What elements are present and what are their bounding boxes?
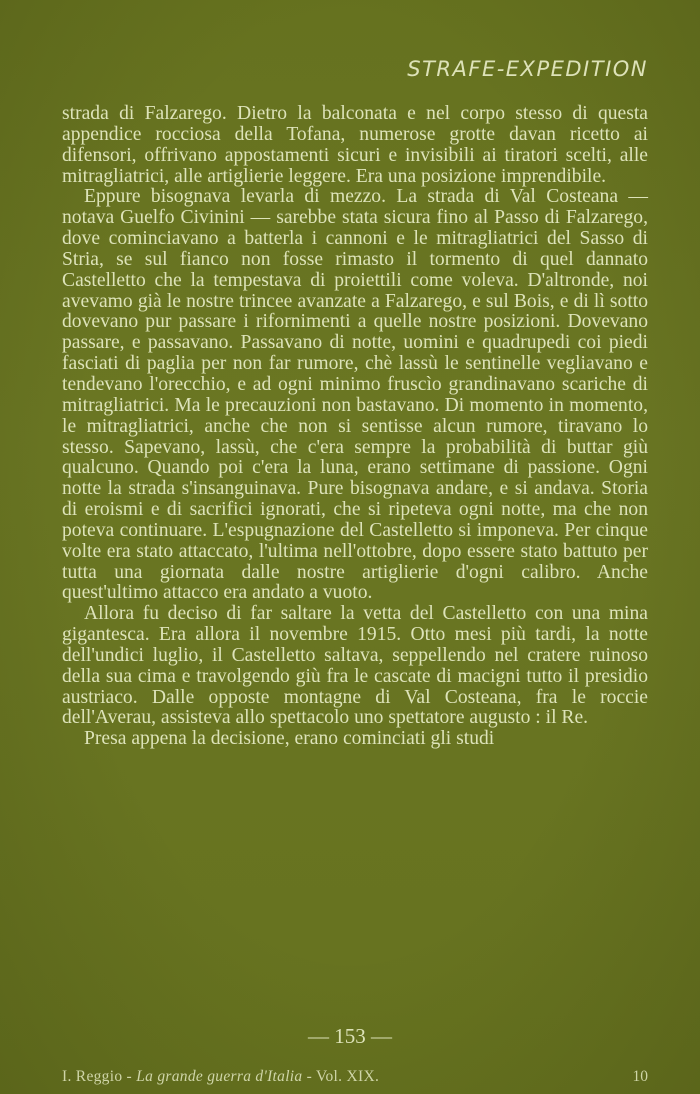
signature-title: La grande guerra d'Italia [136,1068,303,1085]
signature-author: I. Reggio - [62,1068,133,1085]
signature-volume: - Vol. XIX. [306,1068,380,1085]
page-number: — 153 — [308,1024,392,1048]
running-title: STRAFE-EXPEDITION [407,57,648,81]
sheet-number: 10 [632,1068,648,1085]
paragraph-1: strada di Falzarego. Dietro la balconata e nel corpo stesso di questa appendice rocciosa della Tofana, numerose grotte davan ricetto ai difensori, offrivano appostamenti sicuri e invisibili ai tiratori scelti, alle mitragliatrici, alle artiglierie leggere. Era una posizione imprendibile. [62,103,648,187]
signature-line [62,1068,379,1086]
paragraph-2: Eppure bisognava levarla di mezzo. La strada di Val Costeana — notava Guelfo Civinini — sarebbe stata sicura fino al Passo di Falzarego, dove cominciavano a batterla i cannoni e le mitragliatrici del Sasso di Stria, se sul fianco non fosse rimasto il tormento di quel dannato Castelletto che la tempestava di proiettili come voleva. D'altronde, noi avevamo già le nostre trincee avanzate a Falzarego, e sul Bois, e di lì sotto dovevano pur passare i rifornimenti a quelle nostre posizioni. Dovevano passare, e passavano. Passavano di notte, uomini e quadrupedi coi piedi fasciati di paglia per non far rumore, chè lassù le sentinelle vegliavano e tendevano l'orecchio, e ad ogni minimo fruscìo grandinavano scariche di mitragliatrici. Ma le precauzioni non bastavano. Di momento in momento, le mitragliatrici, anche che non si sentisse alcun rumore, tiravano lo stesso. Sapevano, lassù, che c'era sempre la probabilità di buttar giù qualcuno. Quando poi c'era la luna, erano settimane di passione. Ogni notte la strada s'insanguinava. Pure bisognava andare, e si andava. Storia di eroismi e di sacrifici ignorati, che si ripeteva ogni notte, ma che non poteva continuare. L'espugnazione del Castelletto si imponeva. Per cinque volte era stato attaccato, l'ultima nell'ottobre, dopo essere stato battuto per tutta una giornata dalle nostre artiglierie d'ogni calibro. Anche quest'ultimo attacco era andato a vuoto. [62,186,648,604]
body-text [62,104,648,750]
paragraph-4: Presa appena la decisione, erano cominciati gli studi [84,728,495,750]
paragraph-3: Allora fu deciso di far saltare la vetta del Castelletto con una mina gigantesca. Era allora il novembre 1915. Otto mesi più tardi, la notte dell'undici luglio, il Castelletto saltava, seppellendo nel cratere ruinoso della sua cima e travolgendo giù fra le cascate di macigni tutto il presidio austriaco. Dalle opposte montagne di Val Costeana, fra le roccie dell'Averau, assisteva allo spettacolo uno spettatore augusto : il Re. [62,603,648,729]
